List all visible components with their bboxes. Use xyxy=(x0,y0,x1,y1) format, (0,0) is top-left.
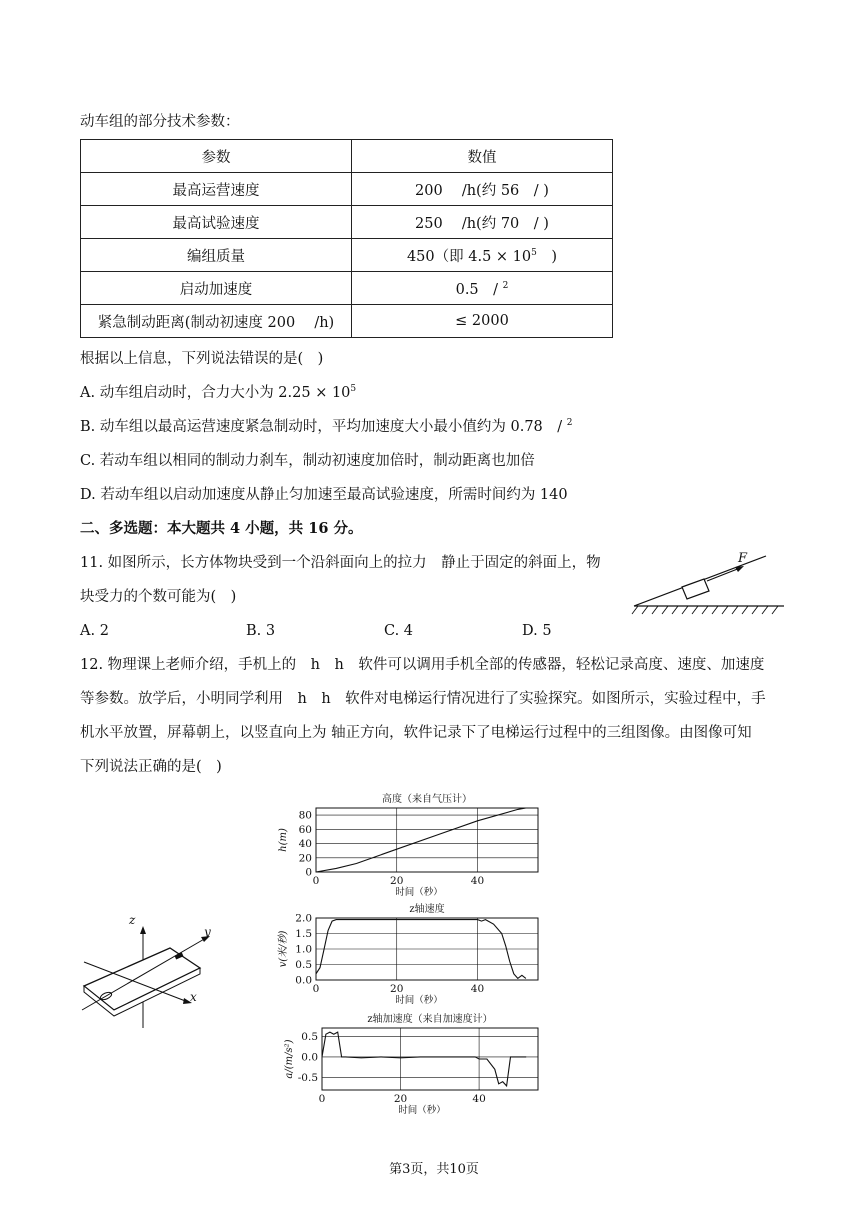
value-cell xyxy=(352,272,613,305)
q11-option-c: C. 4 xyxy=(384,623,414,639)
q11-option-d: D. 5 xyxy=(522,623,552,639)
z-axis-label: z xyxy=(129,913,136,927)
table-row xyxy=(81,173,613,206)
option-a-text: A. 动车组启动时，合力大小为 2.25 × 10 xyxy=(80,385,351,401)
q12-line1: 12. 物理课上老师介绍，手机上的 h h 软件可以调用手机全部的传感器，轻松记录高度、速度、加速度 xyxy=(80,657,765,673)
x-tick-label: 40 xyxy=(470,875,485,887)
y-axis-label: h(m) xyxy=(278,828,289,852)
parameters-table xyxy=(80,139,613,338)
q12-line4: 下列说法正确的是( ) xyxy=(80,759,222,775)
arrow-head-icon xyxy=(735,566,744,572)
block xyxy=(682,579,709,599)
x-tick-label: 40 xyxy=(470,983,485,995)
q11-line1: 11. 如图所示，长方体物块受到一个沿斜面向上的拉力 静止于固定的斜面上，物 xyxy=(80,555,601,571)
option-b-text: B. 动车组以最高运营速度紧急制动时，平均加速度大小最小值约为 0.78 / xyxy=(80,419,567,435)
q10-option-c: C. 若动车组以相同的制动力刹车，制动初速度加倍时，制动距离也加倍 xyxy=(80,453,535,469)
q10-stem: 根据以上信息，下列说法错误的是( ) xyxy=(80,351,324,367)
y-tick-label: 80 xyxy=(298,809,312,822)
q10-option-d: D. 若动车组以启动加速度从静止匀加速至最高试验速度，所需时间约为 140 xyxy=(80,487,568,503)
table-row xyxy=(81,239,613,272)
y-axis-label: v(米/秒) xyxy=(278,930,289,968)
ground-hatch xyxy=(632,606,778,614)
value-cell: 250 /h(约 70 / ) xyxy=(352,206,613,239)
header-value: 数值 xyxy=(352,140,613,173)
header-param: 参数 xyxy=(81,140,352,173)
param-cell: 最高运营速度 xyxy=(81,173,352,206)
x-tick-label: 0 xyxy=(312,983,320,995)
value-text: 450（即 4.5 × 10 xyxy=(406,248,532,265)
x-axis-label: x xyxy=(190,990,197,1004)
q11-option-b: B. 3 xyxy=(246,623,276,639)
y-tick-label: 0.0 xyxy=(295,974,312,987)
plot-frame xyxy=(322,1028,538,1090)
chart-1 xyxy=(278,792,538,898)
table-row xyxy=(81,305,613,338)
param-cell: 紧急制动距离(制动初速度 200 /h) xyxy=(81,305,352,338)
q10-option-b xyxy=(80,418,573,438)
x-tick-label: 40 xyxy=(472,1093,486,1105)
q11-line2: 块受力的个数可能为( ) xyxy=(80,589,237,605)
param-cell: 最高试验速度 xyxy=(81,206,352,239)
force-label: F xyxy=(738,551,748,566)
q12-line3: 机水平放置，屏幕朝上，以竖直向上为 轴正方向，软件记录下了电梯运行过程中的三组图像。由图像可知 xyxy=(80,725,752,741)
value-text: 0.5 / xyxy=(455,281,503,298)
y-tick-label: 2.0 xyxy=(295,912,312,925)
table-header-row xyxy=(81,140,613,173)
q11-option-a: A. 2 xyxy=(80,623,109,639)
y-tick-label: 1.0 xyxy=(295,943,312,956)
value-cell: 200 /h(约 56 / ) xyxy=(352,173,613,206)
chart-3 xyxy=(284,1012,538,1116)
chart-title: z轴加速度（来自加速度计） xyxy=(367,1014,493,1025)
param-cell: 启动加速度 xyxy=(81,272,352,305)
y-tick-label: 0.5 xyxy=(295,959,312,971)
y-tick-label: 20 xyxy=(298,852,312,865)
param-cell: 编组质量 xyxy=(81,239,352,272)
y-axis-label: a/(m/s²) xyxy=(284,1039,295,1079)
chart-title: 高度（来自气压计） xyxy=(382,794,472,805)
value-sup: 2 xyxy=(502,280,509,291)
value-sup: 5 xyxy=(531,247,537,258)
x-tick-label: 20 xyxy=(390,983,404,995)
table-row xyxy=(81,206,613,239)
value-cell: ≤ 2000 xyxy=(352,305,613,338)
q12-line2: 等参数。放学后，小明同学利用 h h 软件对电梯运行情况进行了实验探究。如图所示，实验过程中，手 xyxy=(80,691,766,707)
x-axis-label: 时间（秒） xyxy=(395,995,443,1006)
y-tick-label: 60 xyxy=(298,823,312,836)
option-a-sup: 5 xyxy=(350,384,357,394)
y-tick-label: -0.5 xyxy=(297,1072,318,1085)
z-arrow-icon xyxy=(140,926,146,934)
table-row xyxy=(81,272,613,305)
phone-figure xyxy=(74,910,234,1035)
y-tick-label: 0.0 xyxy=(301,1051,318,1064)
x-axis-label: 时间（秒） xyxy=(395,887,443,898)
option-b-sup: 2 xyxy=(566,418,573,428)
value-tail: ) xyxy=(536,248,558,265)
x-axis-label: 时间（秒） xyxy=(398,1105,446,1116)
x-tick-label: 20 xyxy=(390,875,404,887)
x-tick-label: 20 xyxy=(393,1093,408,1105)
chart-title: z轴速度 xyxy=(409,904,445,915)
y-tick-label: 40 xyxy=(298,838,312,851)
page-footer: 第3页，共10页 xyxy=(389,1162,479,1177)
x-tick-label: 0 xyxy=(318,1093,326,1105)
y-tick-label: 0 xyxy=(305,866,312,879)
x-tick-label: 0 xyxy=(312,875,320,887)
y-axis-label: y xyxy=(204,925,211,939)
series-line xyxy=(316,808,526,872)
y-tick-label: 0.5 xyxy=(301,1030,318,1043)
table-intro: 动车组的部分技术参数： xyxy=(80,114,240,130)
sensor-charts xyxy=(270,788,560,1118)
force-arrow xyxy=(707,568,740,581)
chart-2 xyxy=(277,902,538,1006)
q10-option-a xyxy=(80,384,356,404)
section-heading: 二、多选题：本大题共 4 小题，共 16 分。 xyxy=(80,520,363,537)
plot-frame xyxy=(316,808,538,872)
incline-figure xyxy=(628,548,788,618)
y-tick-label: 1.5 xyxy=(295,928,312,940)
value-cell xyxy=(352,239,613,272)
